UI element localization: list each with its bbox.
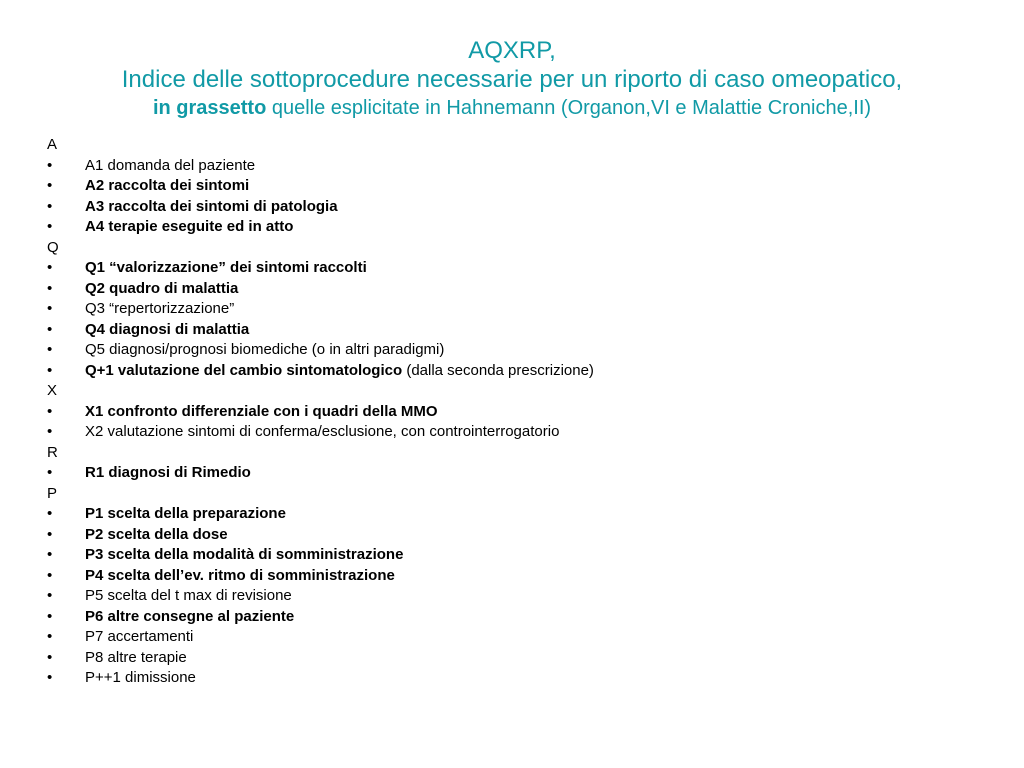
item-bold-text: Q4 diagnosi di malattia: [85, 320, 250, 338]
bullet-icon: •: [47, 300, 53, 317]
list-item: [47, 545, 1007, 566]
list-item: [47, 176, 1007, 197]
list-item: [47, 504, 1007, 525]
section-label: P: [47, 484, 58, 502]
list-item: [47, 156, 1007, 177]
title-bold-part: in grassetto: [152, 97, 267, 119]
item-bold-text: A2 raccolta dei sintomi: [85, 177, 250, 194]
bullet-icon: •: [47, 279, 53, 297]
title-line-3: [0, 94, 1024, 122]
bullet-icon: •: [47, 177, 53, 194]
item-bold-text: Q+1 valutazione del cambio sintomatologico: [85, 361, 403, 379]
section-label: X: [47, 382, 58, 399]
bullet-icon: •: [47, 525, 53, 543]
item-text: X2 valutazione sintomi di conferma/esclusione, con controinterrogatorio: [85, 423, 560, 440]
bullet-icon: •: [47, 546, 53, 563]
list-item: [47, 340, 1007, 361]
title-line-2: Indice delle sottoprocedure necessarie per un riporto di caso omeopatico,: [121, 66, 903, 93]
item-bold-text: P2 scelta della dose: [85, 525, 228, 543]
list-item: [47, 197, 1007, 218]
list-item: [47, 299, 1007, 320]
item-bold-text: P6 altre consegne al paziente: [85, 607, 295, 625]
bullet-icon: •: [47, 197, 53, 215]
section-label: R: [47, 443, 58, 461]
list-item: [47, 402, 1007, 423]
list-item: [47, 648, 1007, 669]
bullet-icon: •: [47, 669, 53, 686]
list-item: [47, 627, 1007, 648]
item-text: A1 domanda del paziente: [85, 156, 256, 174]
bullet-icon: •: [47, 259, 53, 276]
bullet-icon: •: [47, 341, 53, 358]
list-item: [47, 525, 1007, 546]
section-label: A: [47, 136, 58, 153]
list-item: [47, 217, 1007, 238]
list-item: [47, 361, 1007, 382]
item-bold-text: R1 diagnosi di Rimedio: [85, 464, 251, 481]
list-item: [47, 463, 1007, 484]
list-item: [47, 258, 1007, 279]
bullet-icon: •: [47, 648, 53, 666]
item-text: (dalla seconda prescrizione): [402, 361, 594, 379]
list-item: [47, 279, 1007, 300]
item-bold-text: P1 scelta della preparazione: [85, 505, 286, 522]
item-text: Q3 “repertorizzazione”: [85, 300, 235, 317]
item-text: Q5 diagnosi/prognosi biomediche (o in altri paradigmi): [85, 341, 445, 358]
bullet-icon: •: [47, 361, 53, 379]
bullet-icon: •: [47, 505, 53, 522]
item-bold-text: X1 confronto differenziale con i quadri della MMO: [85, 402, 438, 420]
title-line-1: AQXRP,: [468, 37, 556, 64]
item-bold-text: P3 scelta della modalità di somministrazione: [85, 546, 404, 563]
item-bold-text: Q1 “valorizzazione” dei sintomi raccolti: [85, 259, 367, 276]
item-bold-text: A4 terapie eseguite ed in atto: [85, 218, 294, 235]
list-item: [47, 566, 1007, 587]
bullet-icon: •: [47, 320, 53, 338]
procedure-list: [47, 135, 1007, 689]
bullet-icon: •: [47, 402, 53, 420]
bullet-icon: •: [47, 156, 53, 174]
bullet-icon: •: [47, 423, 53, 440]
item-text: P8 altre terapie: [85, 648, 187, 666]
bullet-icon: •: [47, 566, 53, 584]
item-text: P++1 dimissione: [85, 669, 196, 686]
title-regular-part: quelle esplicitate in Hahnemann (Organon,VI e Malattie Croniche,II): [266, 97, 872, 119]
item-text: P5 scelta del t max di revisione: [85, 587, 292, 604]
list-item: [47, 422, 1007, 443]
bullet-icon: •: [47, 218, 53, 235]
slide-title: [0, 36, 1024, 122]
item-bold-text: P4 scelta dell’ev. ritmo di somministrazione: [85, 566, 395, 584]
bullet-icon: •: [47, 464, 53, 481]
bullet-icon: •: [47, 607, 53, 625]
list-item: [47, 320, 1007, 341]
section-label: Q: [47, 238, 59, 256]
list-item: [47, 607, 1007, 628]
bullet-icon: •: [47, 587, 53, 604]
item-bold-text: Q2 quadro di malattia: [85, 279, 239, 297]
item-bold-text: A3 raccolta dei sintomi di patologia: [85, 197, 338, 215]
bullet-icon: •: [47, 628, 53, 645]
list-item: [47, 668, 1007, 689]
item-text: P7 accertamenti: [85, 628, 194, 645]
list-item: [47, 586, 1007, 607]
